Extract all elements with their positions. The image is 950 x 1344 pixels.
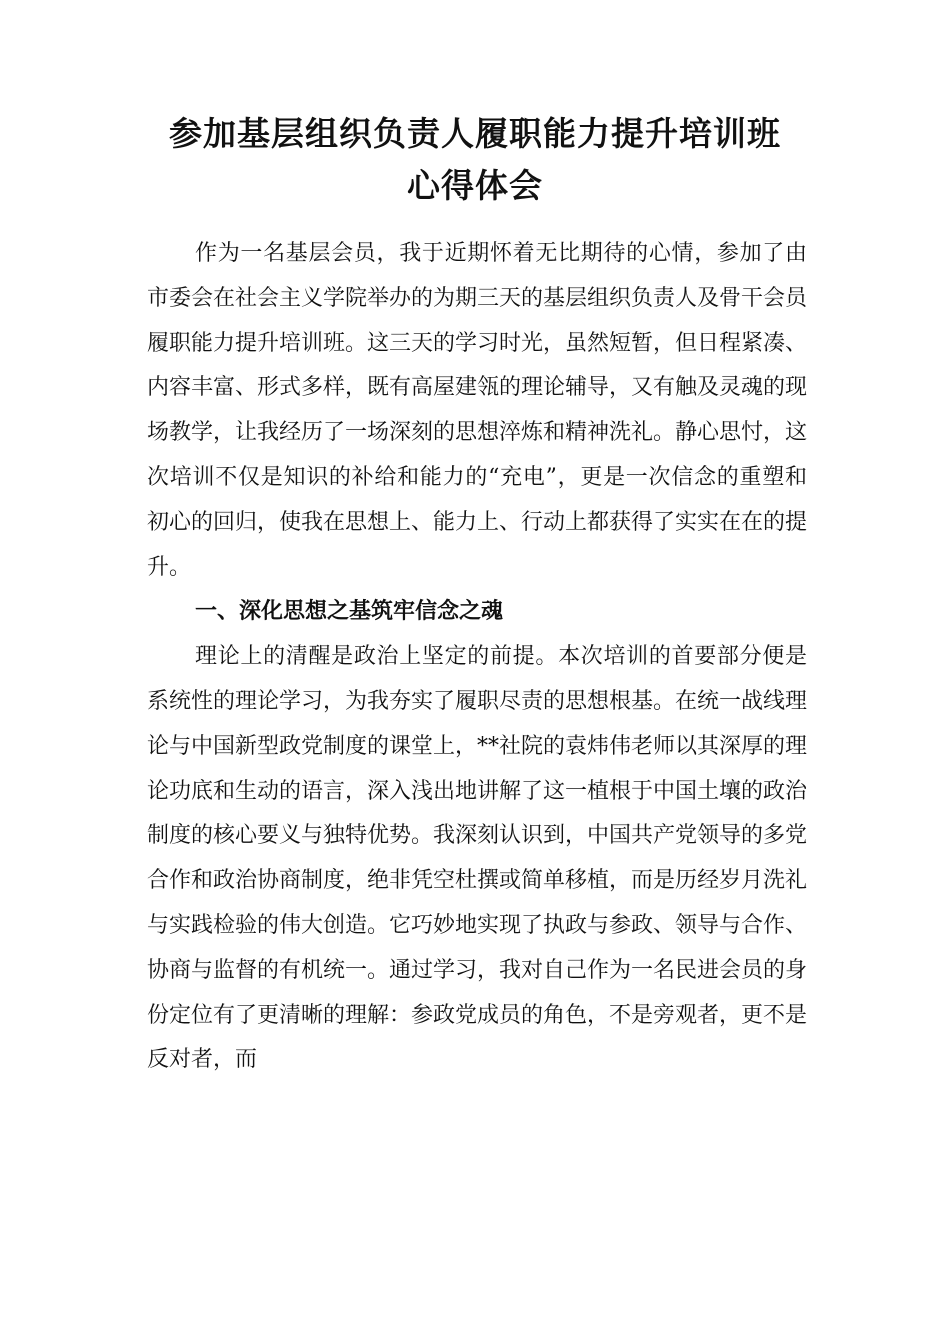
title-line-1: 参加基层组织负责人履职能力提升培训班 — [169, 114, 781, 153]
title-line-2: 心得体会 — [407, 166, 543, 205]
paragraph-intro: 作为一名基层会员，我于近期怀着无比期待的心情，参加了由市委会在社会主义学院举办的为期三天的基层组织负责人及骨干会员履职能力提升培训班。这三天的学习时光，虽然短暂，但日程紧凑、内容丰富、形式多样，既有高屋建瓴的理论辅导，又有触及灵魂的现场教学，让我经历了一场深刻的思想淬炼和精神洗礼。静心思忖，这次培训不仅是知识的补给和能力的“充电”，更是一次信念的重塑和初心的回归，使我在思想上、能力上、行动上都获得了实实在在的提升。 — [147, 241, 808, 580]
document-body — [147, 232, 807, 1083]
section-heading-1: 一、深化思想之基筑牢信念之魂 — [195, 599, 504, 625]
document-title — [120, 108, 830, 212]
paragraph-section-1: 理论上的清醒是政治上坚定的前提。本次培训的首要部分便是系统性的理论学习，为我夯实了履职尽责的思想根基。在统一战线理论与中国新型政党制度的课堂上，**社院的袁炜伟老师以其深厚的理论功底和生动的语言，深入浅出地讲解了这一植根于中国土壤的政治制度的核心要义与独特优势。我深刻认识到，中国共产党领导的多党合作和政治协商制度，绝非凭空杜撰或简单移植，而是历经岁月洗礼与实践检验的伟大创造。它巧妙地实现了执政与参政、领导与合作、协商与监督的有机统一。通过学习，我对自己作为一名民进会员的身份定位有了更清晰的理解：参政党成员的角色，不是旁观者，更不是反对者，而 — [147, 644, 808, 1073]
